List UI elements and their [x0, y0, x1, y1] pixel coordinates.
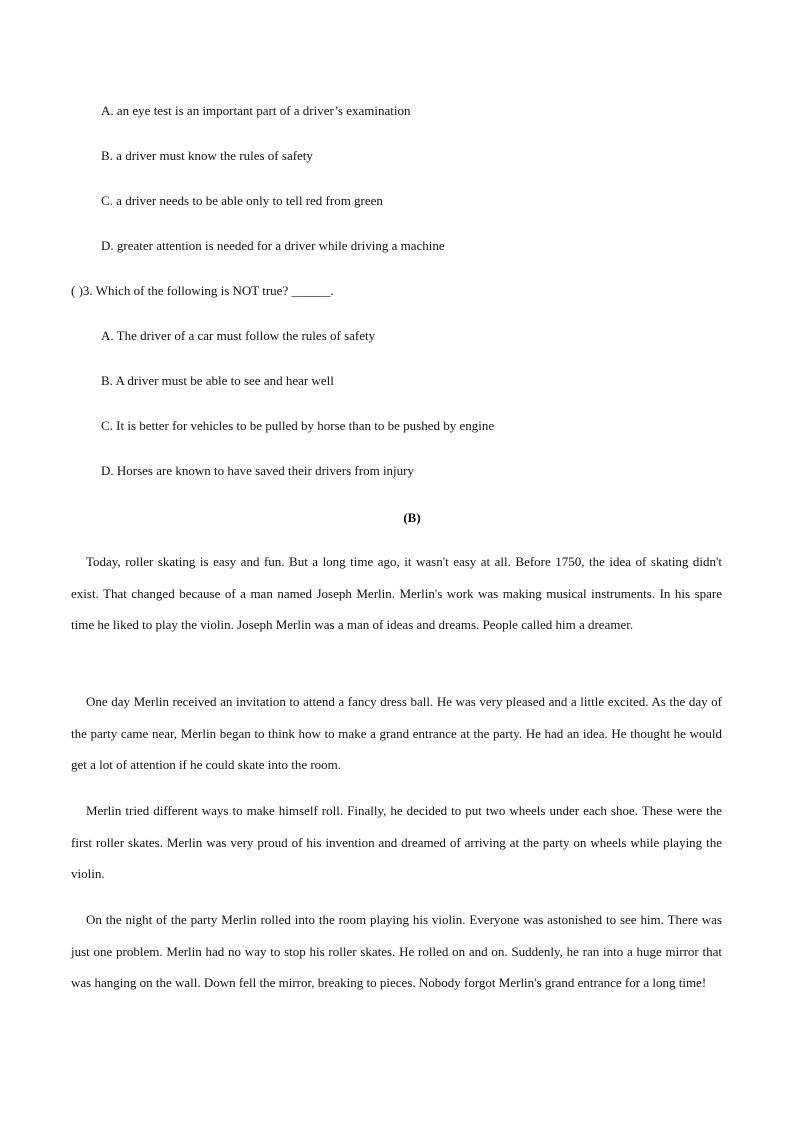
q2-option-c: C. a driver needs to be able only to tell red from green: [101, 193, 383, 208]
q3-option-d: D. Horses are known to have saved their drivers from injury: [101, 463, 414, 478]
q2-option-b: B. a driver must know the rules of safety: [101, 148, 313, 163]
q3-option-a: A. The driver of a car must follow the rules of safety: [101, 328, 376, 343]
q3-option-c: C. It is better for vehicles to be pulled by horse than to be pushed by engine: [101, 418, 495, 433]
section-b-title: (B): [403, 510, 421, 525]
q2-option-d: D. greater attention is needed for a driver while driving a machine: [101, 238, 445, 253]
passage-paragraph-3: Merlin tried different ways to make himself roll. Finally, he decided to put two wheels under each shoe. These were the first roller skates. Merlin was very proud of his invention and dreamed of arriving at the party on wheels while playing the violin.: [71, 803, 722, 882]
question-3-stem: ( )3. Which of the following is NOT true? ______.: [71, 283, 334, 298]
q3-option-b: B. A driver must be able to see and hear well: [101, 373, 334, 388]
passage-paragraph-1: Today, roller skating is easy and fun. But a long time ago, it wasn't easy at all. Before 1750, the idea of skating didn't exist. That changed because of a man named Joseph Merlin. Merlin's work was making musical instruments. In his spare time he liked to play the violin. Joseph Merlin was a man of ideas and dreams. People called him a dreamer.: [71, 554, 722, 633]
q2-option-a: A. an eye test is an important part of a driver’s examination: [101, 103, 411, 118]
passage-paragraph-2: One day Merlin received an invitation to attend a fancy dress ball. He was very pleased and a little excited. As the day of the party came near, Merlin began to think how to make a grand entrance at the party. He had an idea. He thought he would get a lot of attention if he could skate into the room.: [71, 694, 722, 773]
passage-paragraph-4: On the night of the party Merlin rolled into the room playing his violin. Everyone was astonished to see him. There was just one problem. Merlin had no way to stop his roller skates. He rolled on and on. Suddenly, he ran into a huge mirror that was hanging on the wall. Down fell the mirror, breaking to pieces. Nobody forgot Merlin's grand entrance for a long time!: [71, 912, 722, 991]
